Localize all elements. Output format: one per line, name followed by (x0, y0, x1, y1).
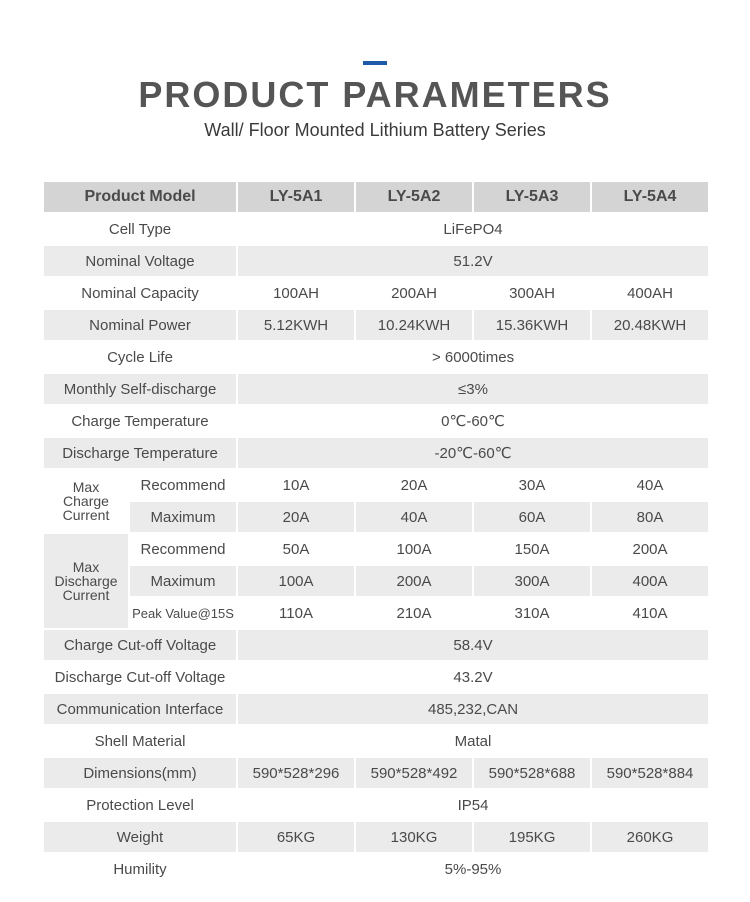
row-nominal-capacity (44, 278, 708, 308)
sub-label: Recommend (130, 470, 236, 500)
row-label: Monthly Self-discharge (44, 374, 236, 404)
cell-value: 410A (592, 598, 708, 628)
cell-value: 195KG (474, 822, 590, 852)
sub-label: Peak Value@15S (130, 598, 236, 628)
row-charge-cutoff-voltage (44, 630, 708, 660)
row-max-discharge-peak (44, 598, 708, 628)
cell-value: 20A (356, 470, 472, 500)
max-discharge-current-label (44, 534, 128, 628)
row-label: Dimensions(mm) (44, 758, 236, 788)
cell-value: 300AH (474, 278, 590, 308)
cell-value: 260KG (592, 822, 708, 852)
cell-value: 10.24KWH (356, 310, 472, 340)
cell-value: 400AH (592, 278, 708, 308)
header-model-2: LY-5A2 (356, 182, 472, 212)
parameters-table (42, 180, 710, 886)
row-communication-interface (44, 694, 708, 724)
sub-label: Recommend (130, 534, 236, 564)
cell-value: 100AH (238, 278, 354, 308)
cell-value: 150A (474, 534, 590, 564)
cell-value: 15.36KWH (474, 310, 590, 340)
row-max-discharge-maximum (44, 566, 708, 596)
page-subtitle: Wall/ Floor Mounted Lithium Battery Series (204, 120, 546, 140)
sub-label: Maximum (130, 566, 236, 596)
cell-value: 5.12KWH (238, 310, 354, 340)
row-weight (44, 822, 708, 852)
cell-value: 40A (356, 502, 472, 532)
cell-value: 200AH (356, 278, 472, 308)
row-label: Shell Material (44, 726, 236, 756)
row-charge-temperature (44, 406, 708, 436)
cell-value: 210A (356, 598, 472, 628)
group-label-line: Current (62, 587, 110, 603)
cell-value: 200A (356, 566, 472, 596)
row-label: Discharge Cut-off Voltage (44, 662, 236, 692)
cell-value: 80A (592, 502, 708, 532)
header-product-model: Product Model (44, 182, 236, 212)
row-max-discharge-recommend (44, 534, 708, 564)
group-label-line: Max (72, 479, 100, 495)
accent-bar (363, 61, 387, 65)
cell-value: 200A (592, 534, 708, 564)
row-label: Cell Type (44, 214, 236, 244)
row-max-charge-maximum (44, 502, 708, 532)
row-protection-level (44, 790, 708, 820)
row-value: -20℃-60℃ (238, 438, 708, 468)
row-discharge-temperature (44, 438, 708, 468)
row-max-charge-recommend (44, 470, 708, 500)
row-value: 51.2V (238, 246, 708, 276)
row-label: Charge Cut-off Voltage (44, 630, 236, 660)
header-model-4: LY-5A4 (592, 182, 708, 212)
row-label: Cycle Life (44, 342, 236, 372)
cell-value: 110A (238, 598, 354, 628)
max-charge-current-label (44, 470, 128, 532)
row-value: 5%-95% (238, 854, 708, 884)
cell-value: 130KG (356, 822, 472, 852)
cell-value: 10A (238, 470, 354, 500)
cell-value: 590*528*688 (474, 758, 590, 788)
cell-value: 60A (474, 502, 590, 532)
cell-value: 40A (592, 470, 708, 500)
row-dimensions (44, 758, 708, 788)
row-humidity (44, 854, 708, 884)
row-value: ≤3% (238, 374, 708, 404)
cell-value: 590*528*296 (238, 758, 354, 788)
row-label: Weight (44, 822, 236, 852)
row-value: 485,232,CAN (238, 694, 708, 724)
row-shell-material (44, 726, 708, 756)
row-value: IP54 (238, 790, 708, 820)
row-label: Nominal Voltage (44, 246, 236, 276)
sub-label: Maximum (130, 502, 236, 532)
row-label: Humility (44, 854, 236, 884)
row-cycle-life (44, 342, 708, 372)
row-value: Matal (238, 726, 708, 756)
row-nominal-voltage (44, 246, 708, 276)
row-label: Nominal Power (44, 310, 236, 340)
row-nominal-power (44, 310, 708, 340)
cell-value: 310A (474, 598, 590, 628)
row-label: Charge Temperature (44, 406, 236, 436)
page-title: PRODUCT PARAMETERS (138, 74, 612, 115)
cell-value: 30A (474, 470, 590, 500)
cell-value: 400A (592, 566, 708, 596)
header-model-3: LY-5A3 (474, 182, 590, 212)
cell-value: 590*528*492 (356, 758, 472, 788)
row-value: > 6000times (238, 342, 708, 372)
row-value: 43.2V (238, 662, 708, 692)
row-label: Protection Level (44, 790, 236, 820)
cell-value: 20A (238, 502, 354, 532)
row-label: Nominal Capacity (44, 278, 236, 308)
cell-value: 65KG (238, 822, 354, 852)
row-label: Discharge Temperature (44, 438, 236, 468)
group-label-line: Charge (63, 493, 109, 509)
row-self-discharge (44, 374, 708, 404)
header-model-1: LY-5A1 (238, 182, 354, 212)
group-label-line: Max (72, 559, 100, 575)
group-label-line: Current (62, 507, 110, 523)
row-value: 0℃-60℃ (238, 406, 708, 436)
group-label-line: Discharge (54, 573, 118, 589)
row-cell-type (44, 214, 708, 244)
cell-value: 50A (238, 534, 354, 564)
cell-value: 100A (238, 566, 354, 596)
row-discharge-cutoff-voltage (44, 662, 708, 692)
row-label: Communication Interface (44, 694, 236, 724)
cell-value: 300A (474, 566, 590, 596)
row-value: 58.4V (238, 630, 708, 660)
cell-value: 20.48KWH (592, 310, 708, 340)
cell-value: 100A (356, 534, 472, 564)
row-value: LiFePO4 (238, 214, 708, 244)
cell-value: 590*528*884 (592, 758, 708, 788)
table-header-row (44, 182, 708, 212)
